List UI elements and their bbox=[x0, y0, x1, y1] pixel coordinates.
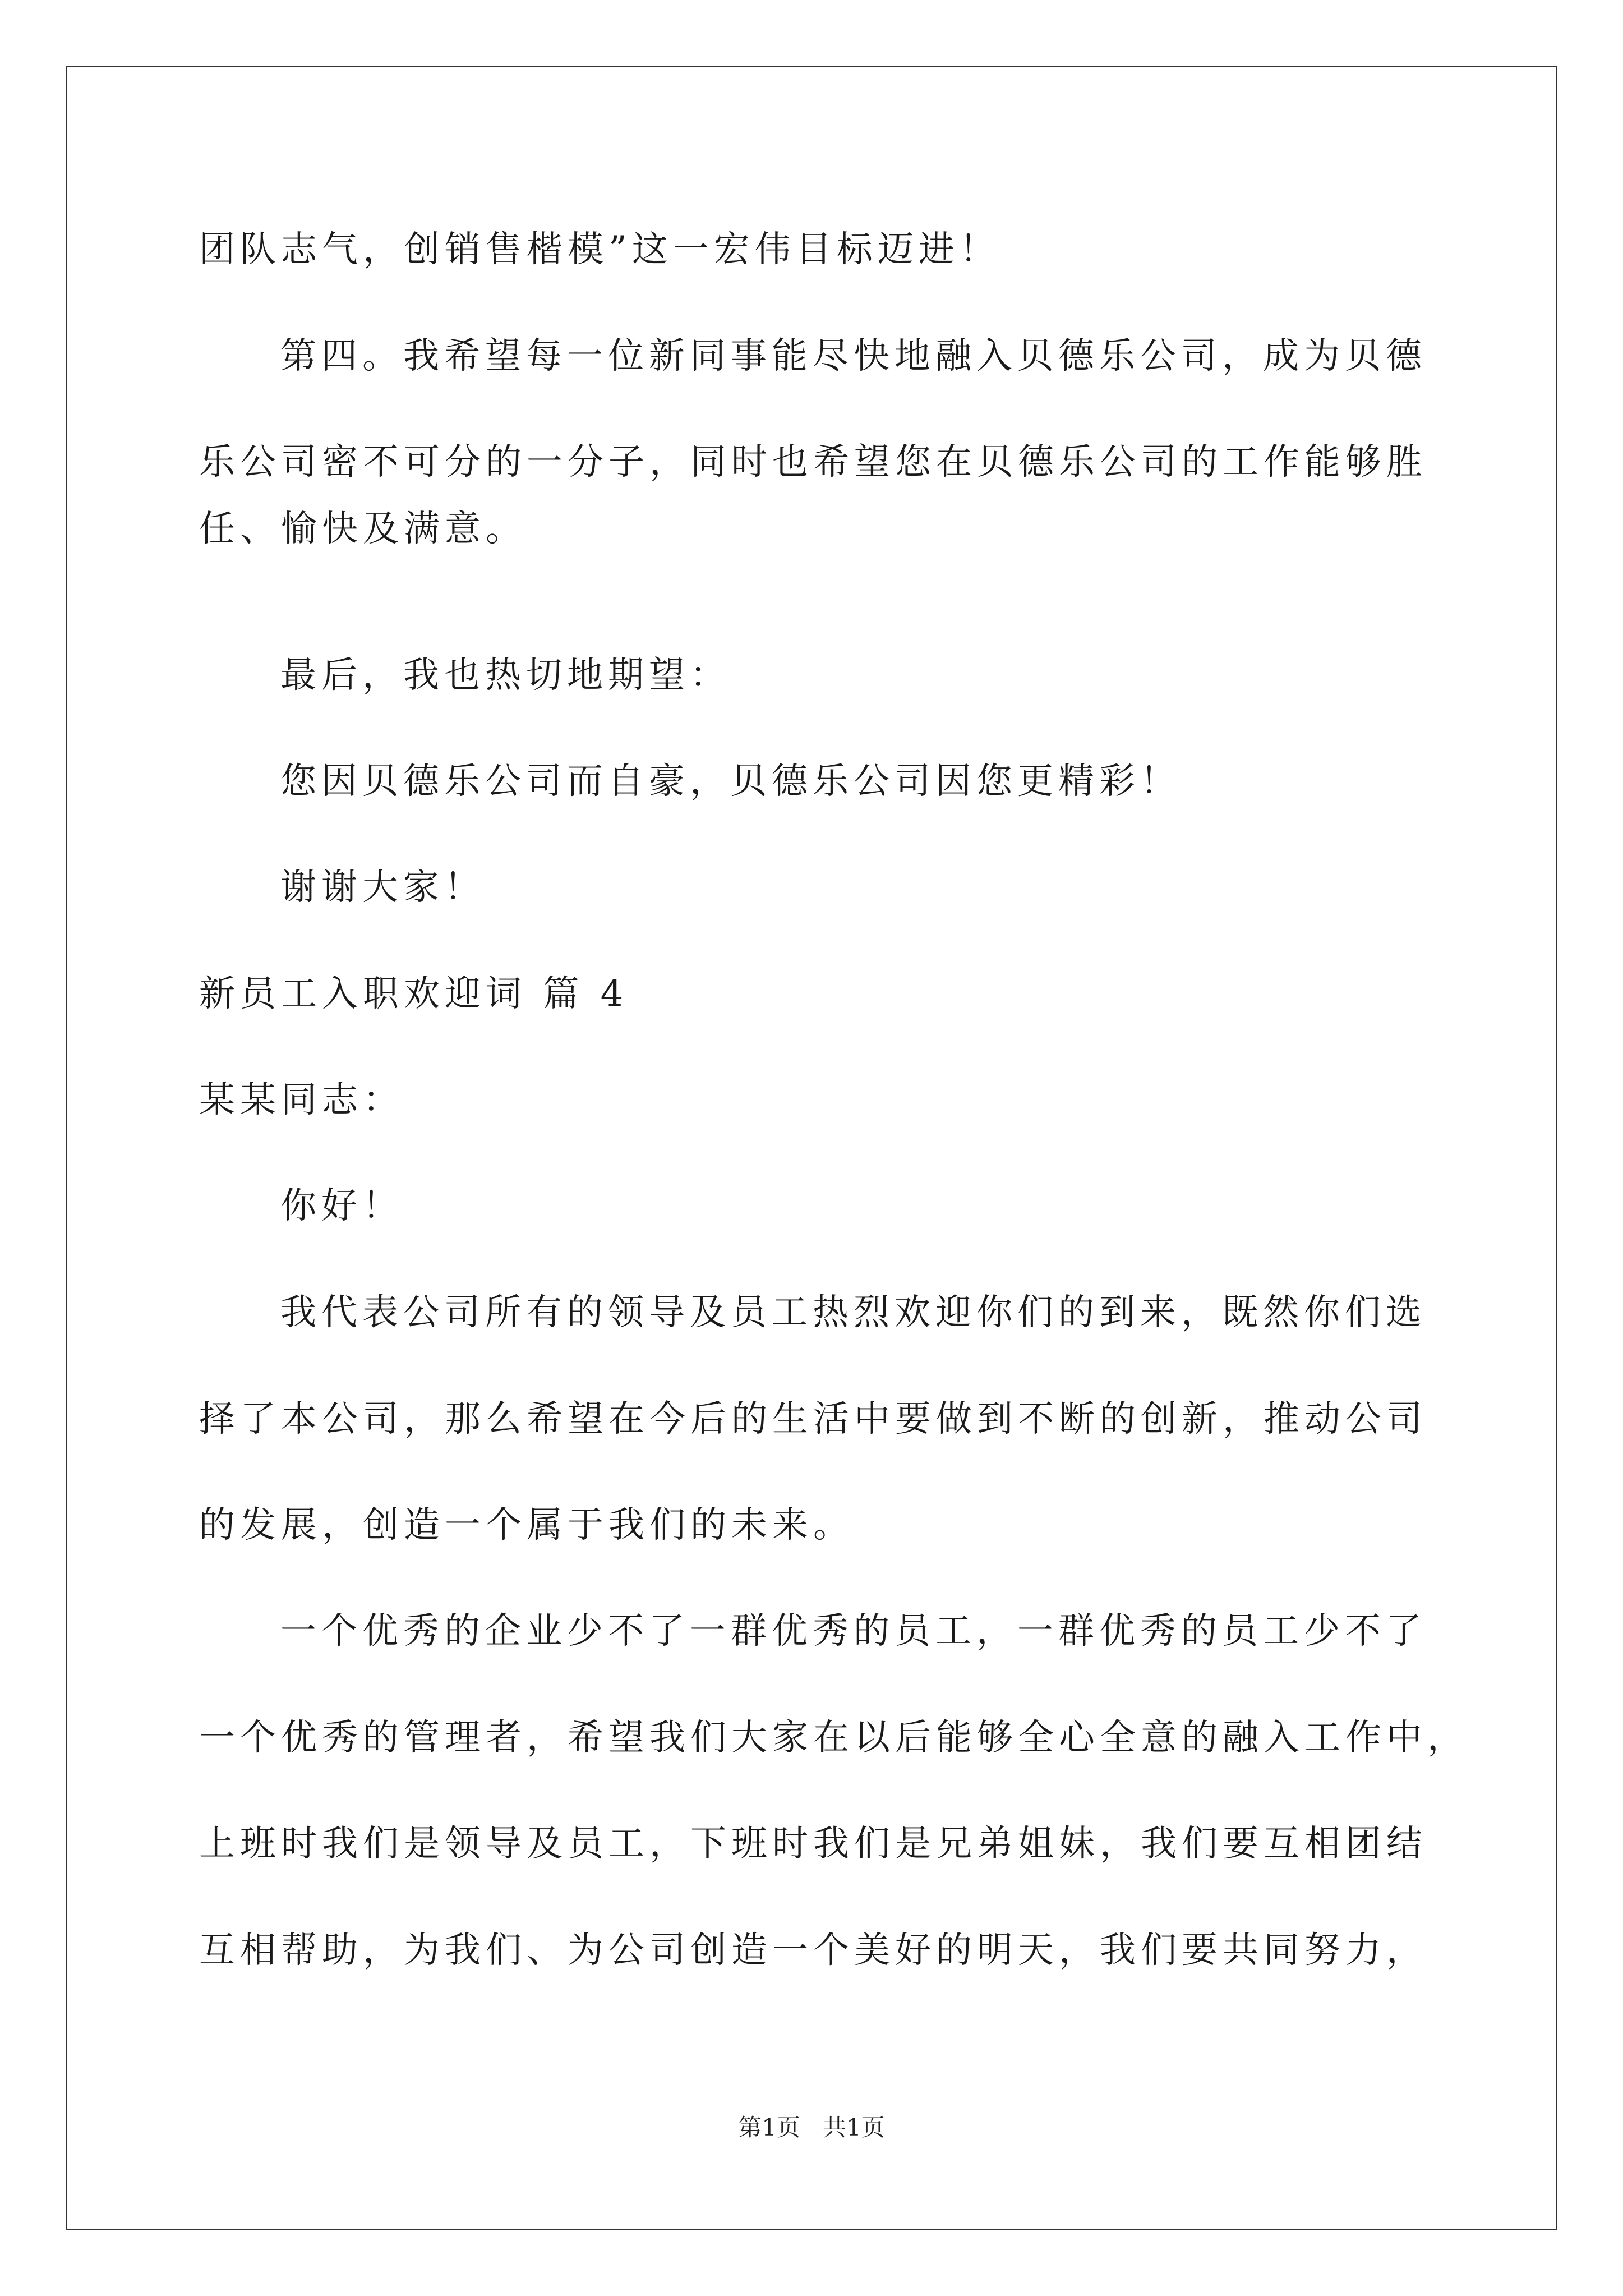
text-line: 的发展，创造一个属于我们的未来。 bbox=[199, 1504, 854, 1546]
section-heading: 新员工入职欢迎词 篇 4 bbox=[199, 973, 629, 1015]
greeting: 你好！ bbox=[280, 1185, 403, 1227]
text-line: 我代表公司所有的领导及员工热烈欢迎你们的到来，既然你们选 bbox=[280, 1292, 1427, 1333]
text-line: 谢谢大家！ bbox=[280, 867, 485, 908]
text-line: 团队志气，创销售楷模”这一宏伟目标迈进！ bbox=[199, 229, 1000, 270]
text-line: 上班时我们是领导及员工，下班时我们是兄弟姐妹，我们要互相团结 bbox=[199, 1823, 1427, 1865]
text-line: 一个优秀的企业少不了一群优秀的员工，一群优秀的员工少不了 bbox=[280, 1611, 1427, 1652]
text-line: 第四。我希望每一位新同事能尽快地融入贝德乐公司，成为贝德 bbox=[280, 335, 1427, 377]
page-border bbox=[66, 66, 1557, 2230]
salutation: 某某同志： bbox=[199, 1079, 404, 1121]
page-number: 第1页 共1页 bbox=[738, 2114, 885, 2141]
text-line: 择了本公司，那么希望在今后的生活中要做到不断的创新，推动公司 bbox=[199, 1398, 1427, 1440]
text-line: 最后，我也热切地期望： bbox=[280, 655, 731, 696]
text-line: 一个优秀的管理者，希望我们大家在以后能够全心全意的融入工作中， bbox=[199, 1717, 1468, 1759]
text-line: 乐公司密不可分的一分子，同时也希望您在贝德乐公司的工作能够胜 bbox=[199, 441, 1427, 483]
text-line: 互相帮助，为我们、为公司创造一个美好的明天，我们要共同努力， bbox=[199, 1930, 1427, 1971]
text-line: 您因贝德乐公司而自豪，贝德乐公司因您更精彩！ bbox=[280, 761, 1181, 802]
text-line: 任、愉快及满意。 bbox=[199, 508, 527, 550]
